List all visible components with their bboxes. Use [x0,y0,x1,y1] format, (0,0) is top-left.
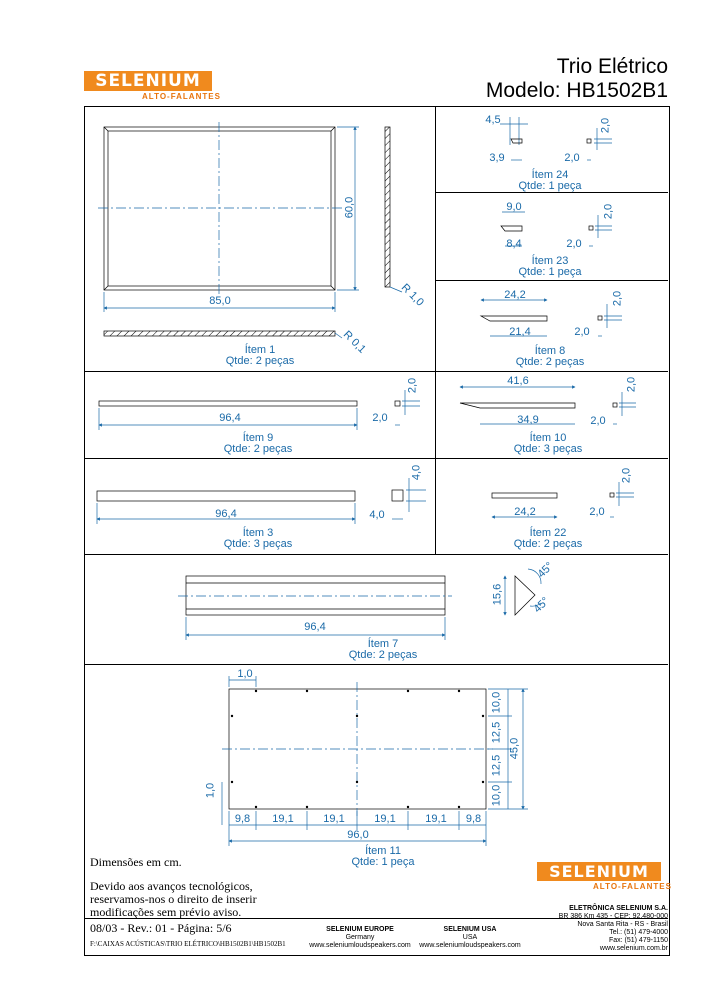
item1-radius-1: R 1,0 [398,281,426,309]
item22-dim: 2,0 [589,506,605,518]
item24-dim: 4,5 [485,114,501,126]
item1-panel [104,127,335,290]
item11-dim-height: 45,0 [508,737,521,760]
disclaimer-line: Devido aos avanços tecnológicos, [90,879,253,893]
company-fax: Fax: (51) 479-1150 [608,937,668,944]
header-logo: SELENIUM [84,71,212,91]
item7-dim: 96,4 [304,621,326,633]
item11-dim-bottom: 9,8 [465,813,482,825]
item1-label: Ítem 1 [244,344,276,356]
item23-dim: 8,4 [506,238,522,250]
footer-logo-subtitle: ALTO-FALANTES [593,882,672,891]
item9-label: Ítem 9 [242,432,274,444]
item3-dim: 4,0 [369,509,385,521]
item11-dim-bottom: 19,1 [374,813,396,825]
item8-dim: 24,2 [504,289,526,301]
europe-name: SELENIUM EUROPE [326,926,394,933]
disclaimer-line: reservamos-nos o direito de inserir [90,892,257,906]
item8-label: Ítem 8 [534,345,566,357]
item8-dim: 2,0 [611,290,624,307]
item23-dim: 2,0 [602,203,615,220]
item7-label: Ítem 7 [367,638,399,650]
usa-web: www.seleniumloudspeakers.com [419,942,521,949]
item11-qty: Qtde: 1 peça [351,856,415,868]
usa-name: SELENIUM USA [443,926,497,933]
item11-dim-left: 1,0 [204,782,217,799]
item11-label: Ítem 11 [365,845,401,857]
item10-dim: 2,0 [625,376,638,393]
item11-dim-bottom: 19,1 [272,813,294,825]
company-addr2: Nova Santa Rita - RS - Brasil [577,921,668,928]
item11-dim-right: 12,5 [490,721,503,744]
item11-dim-right: 10,0 [490,691,503,714]
item10-qty: Qtde: 3 peças [513,443,583,455]
item11-dim-top: 1,0 [237,668,253,680]
item24-qty: Qtde: 1 peça [518,180,582,192]
item11-dim-right: 10,0 [490,784,503,807]
footer-logo: SELENIUM [537,862,661,881]
item3-dim: 96,4 [215,508,237,520]
item11-dim-bottom: 19,1 [323,813,345,825]
selenium-usa [410,926,530,950]
item1-dim-height: 60,0 [343,196,356,219]
item9-dim: 2,0 [406,377,419,394]
item10-dim: 2,0 [590,415,606,427]
item24-dim: 2,0 [599,117,612,134]
item8-qty: Qtde: 2 peças [515,356,585,368]
item9-dim: 96,4 [219,412,241,424]
item1-dim-width: 85,0 [209,295,231,307]
item7-angle: 45° [531,595,552,616]
item24-dim: 3,9 [489,152,505,164]
item1-radius-2: R 0,1 [340,328,368,356]
item22-dim: 24,2 [514,506,536,518]
item1-qty: Qtde: 2 peças [225,355,295,367]
item23-qty: Qtde: 1 peça [518,266,582,278]
disclaimer-line: modificações sem prévio aviso. [90,905,242,919]
company-addr1: BR 386 Km 435 - CEP: 92.480-000 [558,913,668,920]
item11-dim-bottom: 19,1 [425,813,447,825]
company-name: ELETRÔNICA SELENIUM S.A. [569,905,668,912]
item10-dim: 34,9 [517,414,539,426]
item9-dim: 2,0 [372,412,388,424]
item3-qty: Qtde: 3 peças [223,538,293,550]
item11-dim-right: 12,5 [490,754,503,777]
item23-dim: 9,0 [506,201,522,213]
item8-dim: 21,4 [509,326,531,338]
item11-dim-bottom: 9,8 [234,813,251,825]
item23-label: Ítem 23 [531,255,569,267]
page-title-line1: Trio Elétrico [556,55,668,78]
item22-dim: 2,0 [620,467,633,484]
item24-label: Ítem 24 [531,169,569,181]
page-title-line2: Modelo: HB1502B1 [485,79,668,102]
usa-country: USA [462,934,478,941]
item7-qty: Qtde: 2 peças [348,649,418,661]
company-tel: Tel.: (51) 479-4000 [609,929,668,936]
europe-country: Germany [345,934,375,941]
item24-dim: 2,0 [564,152,580,164]
item7-dim: 15,6 [491,583,504,606]
item23-dim: 2,0 [566,238,582,250]
item8-dim: 2,0 [574,326,590,338]
header-logo-subtitle: ALTO-FALANTES [142,92,221,101]
revision-info: 08/03 - Rev.: 01 - Página: 5/6 [90,921,232,935]
dimensions-note: Dimensões em cm. [90,855,182,869]
item10-dim: 41,6 [507,375,529,387]
file-path: F:\CAIXAS ACÚSTICAS\TRIO ELÉTRICO\HB1502B1\HB1502B1 [90,940,286,948]
europe-web: www.seleniumloudspeakers.com [309,942,411,949]
company-web: www.selenium.com.br [599,945,668,952]
item22-qty: Qtde: 2 peças [513,538,583,550]
item11-dim-total: 96,0 [347,829,369,841]
item22-label: Ítem 22 [529,527,567,539]
selenium-europe [300,926,420,950]
item9-qty: Qtde: 2 peças [223,443,293,455]
item3-label: Ítem 3 [242,527,274,539]
item10-label: Ítem 10 [529,432,567,444]
item3-dim: 4,0 [410,464,423,481]
company-info [538,905,668,953]
item7-angle: 45° [535,560,556,581]
